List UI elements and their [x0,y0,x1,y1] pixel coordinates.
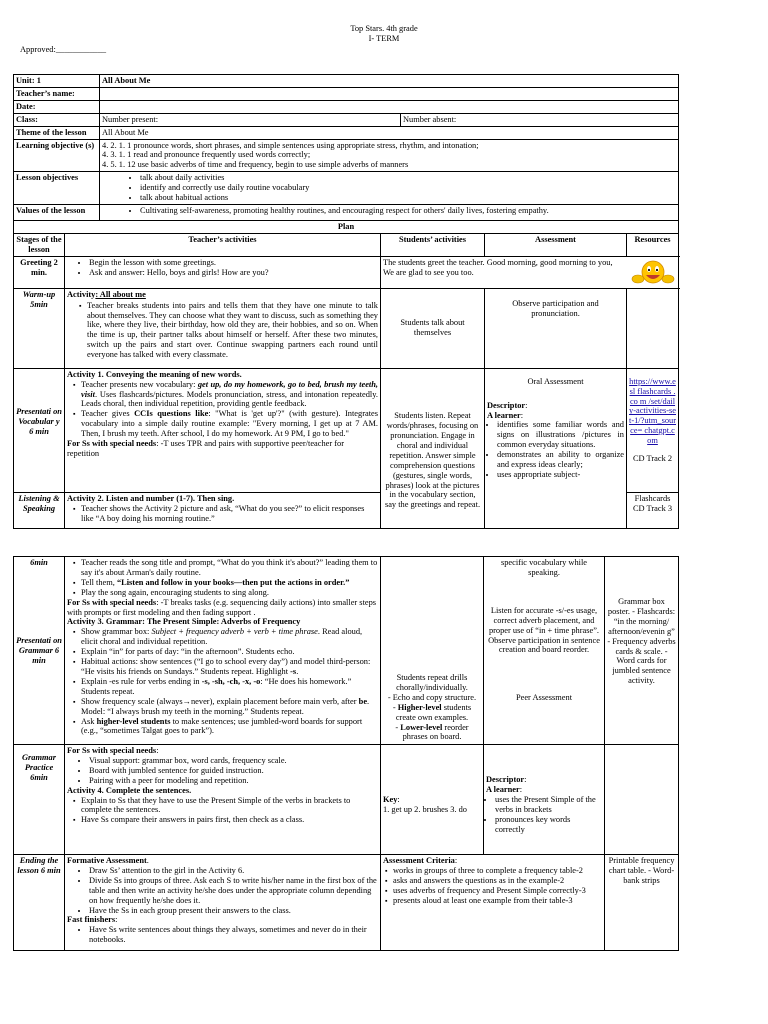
criteria-item: ▪ works in groups of three to complete a frequency table-2 [393,866,602,876]
lo-item: 4. 2. 1. 1 pronounce words, short phrases, and simple sentences using appropriate stress, rhythm, and intonation; [102,140,479,150]
grammar-teacher: ▪ Teacher reads the song title and prompt, “What do you think it's about?” leading them to say it's about Arman's daily routine. ▪ Tell them, “Listen and follow in your books—then put the actions in order.” ▪ Play the song again, encouraging students to sing along. For Ss with special needs: -T breaks tasks (e.g. sequencing daily actions) into smaller steps with prompts or first modeling and then fading support . Activity 3. Grammar: The Present Simple: Adverbs of Frequency ▪ Show grammar box: Subject + frequency adverb + verb + time phrase. Read aloud, elicit choral and individual repetition. ▪ Explain “in” for parts of day: “in the afternoon”. Students echo. ▪ Habitual actions: show sentences (“I go to school every day”) and model third-person: “He visits his friends on Sundays.” Students repeat. Highlight -s. ▪ Explain -es rule for verbs ending in -s, -sh, -ch, -x, -o: “He does his homework.” Students repeat. ▪ Show frequency scale (always→never), explain placement before main verb, after be. Model: “I always brush my teeth in the morning.” Students repeat. ▪ Ask higher-level students to make sentences; use jumbled-word boards for support (e.g., “sometimes Talgat goes to park”). [65,557,381,745]
assessment-continued: specific vocabulary while speaking. [500,558,588,577]
warmup-resources [627,288,679,368]
header-stages: Stages of the lesson [14,233,65,256]
practice-resources [605,745,679,855]
listening-item: ▪ Tell them, “Listen and follow in your books—then put the actions in order.” [81,578,378,588]
approved-line: Approved:____________ [20,45,107,54]
grammar-students-text: - Higher-level students create own examples. [392,702,472,722]
header-students: Students’ activities [381,233,485,256]
lesson-plan-table-page2 [13,556,679,951]
practice-item: ▪ Have Ss compare their answers in pairs first, then check as a class. [81,815,378,825]
practice-assessment: Descriptor: A learner: • uses the Present Simple of the verbs in brackets • pronounces key words correctly [484,745,605,855]
descriptor-item: • uses the Present Simple of the verbs in brackets [495,795,602,815]
stage-grammar-presentation [14,557,65,745]
grammar-students-text: - Echo and copy structure. [387,692,477,702]
listening-item: ▪ Teacher shows the Activity 2 picture and ask, “What do you see?” to elicit responses like “A boy doing his morning routine.” [81,504,378,524]
ending-item: • Divide Ss into groups of three. Ask each S to write his/her name in the first box of the table and then write an activity he/she does under the appropriate column depending on how frequently he/she does it. [89,876,378,906]
descriptor-item: • demonstrates an ability to organize and express ideas clearly; [497,450,624,470]
descriptor-item: • uses appropriate subject- [497,470,624,480]
practice-item: ▪ Explain to Ss that they have to use the Present Simple of the verbs in brackets to complete the sentences. [81,796,378,816]
grammar-item: ▪ Show frequency scale (always→never), explain placement before main verb, after be. Model: “I always brush my teeth in the morning.” Students repeat. [81,697,378,717]
lesson-objectives [100,172,679,205]
stage-continued: 6min [30,558,48,567]
lesson-objective-item: • talk about habitual actions [140,193,676,203]
grammar-resources: Grammar box poster. - Flashcards: “in the morning/ afternoon/evenin g” - Frequency adverbs cards & scale. - Word cards for jumbled sentence activity. [605,557,679,745]
listening-teacher: Activity 2. Listen and number (1-7). Then sing. ▪ Teacher shows the Activity 2 picture and ask, “What do you see?” to elicit responses like “A boy doing his morning routine.” [65,492,381,528]
grammar-item: ▪ Explain “in” for parts of day: “in the afternoon”. Students echo. [81,647,378,657]
practice-teacher: For Ss with special needs: • Visual support: grammar box, word cards, frequency scale. • Board with jumbled sentence for guided instruction. • Pairing with a peer for modeling and repetition. Activity 4. Complete the sentences. ▪ Explain to Ss that they have to use the Present Simple of the verbs in brackets to complete the sentences. ▪ Have Ss compare their answers in pairs first, then check as a class. [65,745,381,855]
fast-finisher-item: • Have Ss write sentences about things they always, sometimes and never do in their notebooks. [89,925,378,945]
values-label: Values of the lesson [14,204,100,220]
teacher-name-label: Teacher’s name: [14,87,100,100]
theme-value: All About Me [100,126,679,139]
learning-objective-label: Learning objective (s) [14,139,100,172]
learning-objectives [100,139,679,172]
lo-item: 4. 5. 1. 12 use basic adverbs of time and frequency, begin to use simple adverbs of manners [102,160,409,170]
listening-special-needs: For Ss with special needs: -T breaks tasks (e.g. sequencing daily actions) into smaller steps with prompts or first modeling and then fading support . [67,597,377,617]
ending-resources: Printable frequency chart table. - Word-bank strips [605,855,679,951]
greeting-item: • Begin the lesson with some greetings. [89,258,378,268]
practice-support-item: • Visual support: grammar box, word cards, frequency scale. [89,756,378,766]
stage-warmup: Warm-up 5min [14,288,65,368]
vocab-item: ▪ Teacher gives CCIs questions like: "What is 'get up'?" (with gesture). Integrates vocabulary into a simple daily routine example: "Every morning, I get up at 7 AM. Then, I brush my teeth. After school, I do my homework. At 9 PM, I go to bed." [81,409,378,439]
date-value [100,100,679,113]
greeting-students-text: The students greet the teacher. Good morning, good morning to you, [383,257,613,267]
listening-item: ▪ Teacher reads the song title and prompt, “What do you think it's about?” leading them to say it's about Arman's daily routine. [81,558,378,578]
practice-support-item: • Board with jumbled sentence for guided instruction. [89,766,378,776]
greeting-teacher [65,256,381,288]
criteria-item: ▪ presents aloud at least one example from their table-3 [393,896,602,906]
practice-key: Key: 1. get up 2. brushes 3. do [381,745,484,855]
doc-title: Top Stars. 4th grade I- TERM [300,24,468,44]
grammar-item: ▪ Explain -es rule for verbs ending in -s, -sh, -ch, -x, -o: “He does his homework.” Students repeat. [81,677,378,697]
greeting-students [381,256,679,288]
grammar-students [381,557,484,745]
doc-term: I- TERM [368,33,400,43]
unit-label: Unit: 1 [14,75,100,88]
ending-item: • Draw Ss’ attention to the girl in the Activity 6. [89,866,378,876]
oral-assessment: Oral Assessment [527,376,584,386]
date-label: Date: [14,100,100,113]
teacher-name-value [100,87,679,100]
warmup-teacher: Activity: All about me ▪ Teacher breaks students into pairs and tells them that they have one minute to talk about themselves. They can choose what they want to discuss, such as something they like, where they live, their birthday, how old they are, their hobbies, and so on. When the time is up, their partner talks about himself or herself. After these two minutes, switch up the pairs and start over. Continue swapping partners each round until everyone has talked with every classmate. [65,288,381,368]
header-teacher: Teacher’s activities [65,233,381,256]
grammar-item: ▪ Ask higher-level students to make sentences; use jumbled-word boards for support (e.g., “sometimes Talgat goes to park”). [81,717,378,737]
listening-item: ▪ Play the song again, encouraging students to sing along. [81,588,378,598]
grammar-assessment [484,557,605,745]
grammar-item: ▪ Habitual actions: show sentences (“I go to school every day”) and model third-person: “He visits his friends on Sundays.” Students repeat. Highlight -s. [81,657,378,677]
stage-grammar-practice: Grammar Practice 6min [14,745,65,855]
class-label: Class: [14,113,100,126]
unit-value: All About Me [100,75,679,88]
cd-track: CD Track 2 [632,454,673,464]
stage-vocabulary: Presentati on Vocabular y 6 min [14,368,65,492]
values-value [100,204,679,220]
stage-grammar: Presentati on Grammar 6 min [16,635,62,665]
ending-criteria: Assessment Criteria: ▪ works in groups of three to complete a frequency table-2 ▪ asks and answers the questions as in the example-2 ▪ uses adverbs of frequency and Present Simple correctly-3 ▪ presents aloud at least one example from their table-3 [381,855,605,951]
grammar-students-text: - Lower-level reorder phrases on board. [395,722,469,742]
vocab-assessment: Oral Assessment Descriptor: A learner: • identifies some familiar words and signs on illustrations /pictures in common everyday situations. • demonstrates an ability to organize and express ideas clearly; • uses appropriate subject- [485,368,627,528]
warmup-assessment: Observe participation and pronunciation. [485,288,627,368]
plan-title: Plan [14,220,679,233]
grammar-item: ▪ Show grammar box: Subject + frequency adverb + verb + time phrase. Read aloud, elicit choral and individual repetition. [81,627,378,647]
descriptor-item: • identifies some familiar words and signs on illustrations /pictures in common everyday situations. [497,420,624,450]
lesson-plan-table-page1 [13,74,679,529]
warmup-item: ▪ Teacher breaks students into pairs and tells them that they have one minute to talk about themselves. They can choose what they want to discuss, such as something they like, where they live, their birthday, how old they are, their hobbies, and so on. When the time is up, their partner talks about himself or herself. After these two minutes, switch up the pairs and start over. Continue swapping partners each round until everyone has talked with every classmate. [87,301,378,360]
greeting-item: • Ask and answer: Hello, boys and girls! How are you? [89,268,378,278]
listening-resources: Flashcards CD Track 3 [627,492,679,528]
lesson-objectives-label: Lesson objectives [14,172,100,205]
stage-greeting: Greeting 2 min. [14,256,65,288]
smiley-icon [630,258,676,289]
number-present: Number present: [100,113,401,126]
header-assessment: Assessment [485,233,627,256]
header-resources: Resources [627,233,679,256]
lesson-objective-item: • identify and correctly use daily routine vocabulary [140,183,676,193]
key-answers: 1. get up 2. brushes 3. do [383,804,467,814]
lesson-objective-item: • talk about daily activities [140,173,676,183]
ending-teacher: Formative Assessment. • Draw Ss’ attention to the girl in the Activity 6. • Divide Ss into groups of three. Ask each S to write his/her name in the first box of the table and then write an activity he/she does under the appropriate column depending on how frequently he/she does it. • Have the Ss in each group present their answers to the class. Fast finishers: • Have Ss write sentences about things they always, sometimes and never do in their notebooks. [65,855,381,951]
theme-label: Theme of the lesson [14,126,100,139]
vocab-resources [627,368,679,492]
warmup-students: Students talk about themselves [381,288,485,368]
greeting-students-text2: We are glad to see you too. [383,267,474,277]
flashcards-link[interactable]: https://www.esl flashcards .co m /set/daily-activities-set-1/?utm_source= chatgpt.com [629,376,676,446]
vocab-students: Students listen. Repeat words/phrases, focusing on pronunciation. Engage in choral and individual repetition. Answer simple comprehension questions (gestures, single words, phrases) look at the pictures in the vocabulary section, say the greetings and repeat. [381,368,485,528]
criteria-item: ▪ uses adverbs of frequency and Present Simple correctly-3 [393,886,602,896]
vocab-teacher: Activity 1. Conveying the meaning of new words. ▪ Teacher presents new vocabulary: get up, do my homework, go to bed, brush my teeth, visit. Uses flashcards/pictures. Models pronunciation, stress, and intonation repeatedly. Leads choral, then individual repetition, providing gentle feedback. ▪ Teacher gives CCIs questions like: "What is 'get up'?" (with gesture). Integrates vocabulary into a simple daily routine example: "Every morning, I get up at 7 AM. Then, I brush my teeth. After school, I do my homework. At 9 PM, I go to bed." For Ss with special needs: -T uses TPR and pairs with supportive peer/teacher for repetition [65,368,381,492]
stage-listening: Listening & Speaking [14,492,65,528]
lo-item: 4. 3. 1. 1 read and pronounce frequently used words correctly; [102,150,311,160]
stage-ending: Ending the lesson 6 min [14,855,65,951]
value-item: • Cultivating self-awareness, promoting healthy routines, and encouraging respect for others' daily lives, fostering empathy. [140,206,676,216]
peer-assessment: Peer Assessment [515,693,573,703]
number-absent: Number absent: [401,113,679,126]
grammar-assessment-text: Listen for accurate -s/-es usage, correct adverb placement, and proper use of “in + time phrase”. Observe participation in sentence creation and board reorder. [488,605,600,655]
ending-item: • Have the Ss in each group present their answers to the class. [89,906,378,916]
practice-support-item: • Pairing with a peer for modeling and repetition. [89,776,378,786]
grammar-students-text: Students repeat drills chorally/individually. [396,673,468,692]
criteria-item: ▪ asks and answers the questions as in the example-2 [393,876,602,886]
vocab-item: ▪ Teacher presents new vocabulary: get up, do my homework, go to bed, brush my teeth, visit. Uses flashcards/pictures. Models pronunciation, stress, and intonation repeatedly. Leads choral, then individual repetition, providing gentle feedback. [81,380,378,410]
vocab-special-needs: For Ss with special needs: -T uses TPR and pairs with supportive peer/teacher for repetition [67,439,345,458]
descriptor-item: • pronounces key words correctly [495,815,602,835]
